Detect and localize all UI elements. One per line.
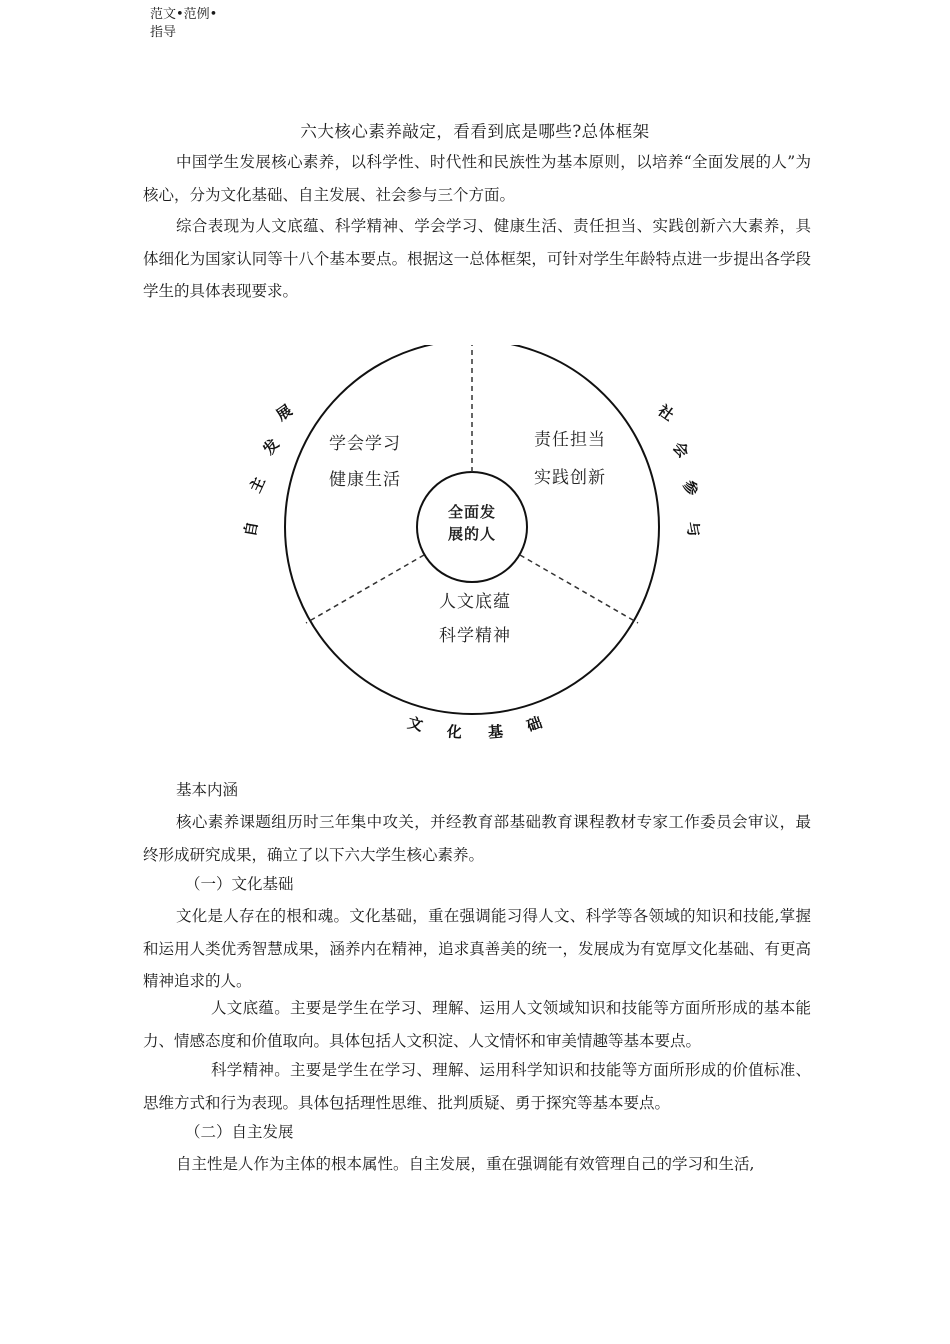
intro-paragraph-2: 综合表现为人文底蕴、科学精神、学会学习、健康生活、责任担当、实践创新六大素养，具体细化为国家认同等十八个基本要点。根据这一总体框架，可针对学生年龄特点进一步提出各学段学生的具体表现要求。 [143, 217, 811, 300]
outer-right-char-3: 参 [679, 477, 702, 499]
right-sector-label-2: 实践创新 [534, 468, 606, 488]
outer-left-char-2: 主 [246, 474, 269, 496]
outer-left-char-3: 发 [259, 435, 283, 459]
culture-paragraph-3: 科学精神。主要是学生在学习、理解、运用科学知识和技能等方面所形成的价值标准、思维方式和行为表现。具体包括理性思维、批判质疑、勇于探究等基本要点。 [143, 1061, 811, 1112]
outer-left-char-4: 展 [272, 401, 296, 425]
section-heading-autonomy: （二）自主发展 [185, 1123, 294, 1141]
outer-right-char-2: 会 [669, 438, 693, 462]
document-title: 六大核心素养敲定，看看到底是哪些?总体框架 [300, 122, 650, 141]
header-line-2: 指导 [150, 25, 177, 40]
culture-paragraph-1: 文化是人存在的根和魂。文化基础，重在强调能习得人文、科学等各领域的知识和技能,掌握和运用人类优秀智慧成果，涵养内在精神，追求真善美的统一，发展成为有宽厚文化基础、有更高精神追求的人。 [143, 907, 811, 990]
outer-bottom-char-3: 基 [487, 722, 504, 742]
center-label-1: 全面发 [447, 503, 497, 521]
divider-right [520, 555, 638, 623]
outer-right-char-1: 社 [654, 401, 678, 425]
center-label-2: 展的人 [447, 525, 497, 543]
autonomy-paragraph-1: 自主性是人作为主体的根本属性。自主发展，重在强调能有效管理自己的学习和生活, [176, 1155, 755, 1173]
outer-bottom-char-4: 础 [524, 713, 545, 736]
bottom-sector-label-2: 科学精神 [439, 626, 511, 646]
outer-bottom-char-2: 化 [446, 722, 463, 742]
framework-diagram [230, 345, 710, 765]
outer-right-char-4: 与 [682, 520, 704, 539]
section-heading-culture: （一）文化基础 [185, 875, 294, 893]
left-sector-label-1: 学会学习 [329, 434, 401, 454]
page-header [150, 6, 217, 42]
culture-paragraph-2: 人文底蕴。主要是学生在学习、理解、运用人文领域知识和技能等方面所形成的基本能力、情感态度和价值取向。具体包括人文积淀、人文情怀和审美情趣等基本要点。 [143, 999, 811, 1050]
outer-bottom-char-1: 文 [405, 713, 425, 735]
intro-paragraph-1: 中国学生发展核心素养，以科学性、时代性和民族性为基本原则，以培养“全面发展的人”为核心，分为文化基础、自主发展、社会参与三个方面。 [143, 153, 811, 204]
bottom-sector-label-1: 人文底蕴 [439, 592, 511, 612]
left-sector-label-2: 健康生活 [329, 470, 401, 490]
header-line-1: 范文•范例• [150, 7, 218, 22]
section-heading-basic: 基本内涵 [176, 781, 239, 799]
divider-left [306, 555, 424, 623]
outer-left-char-1: 自 [240, 520, 262, 539]
right-sector-label-1: 责任担当 [534, 430, 606, 450]
basic-paragraph-1: 核心素养课题组历时三年集中攻关，并经教育部基础教育课程教材专家工作委员会审议，最终形成研究成果，确立了以下六大学生核心素养。 [143, 813, 811, 864]
